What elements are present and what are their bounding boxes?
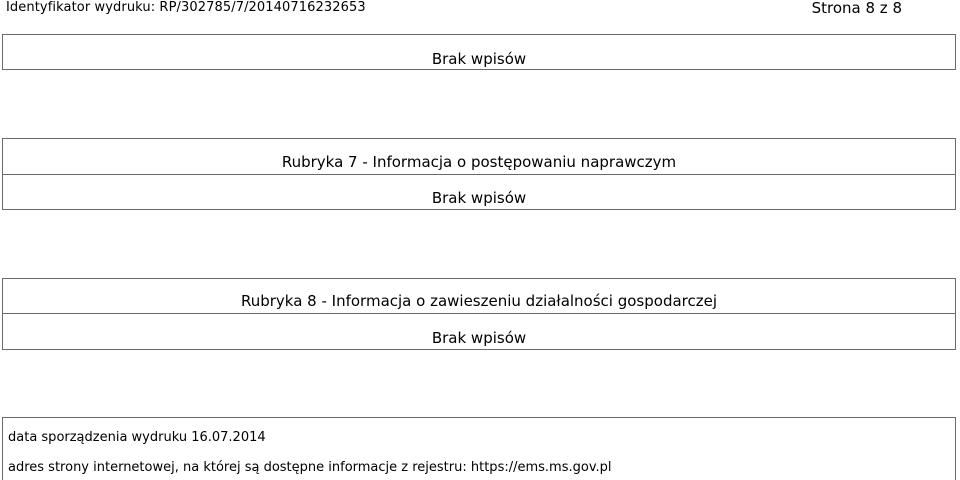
section-divider [3, 313, 955, 314]
no-entries-text: Brak wpisów [431, 50, 527, 68]
print-date: data sporządzenia wydruku 16.07.2014 [8, 430, 266, 445]
section-box-rubryka-8 [2, 278, 956, 350]
print-identifier: Identyfikator wydruku: RP/302785/7/20140716232653 [6, 0, 366, 15]
section-title-rubryka-8: Rubryka 8 - Informacja o zawieszeniu działalności gospodarczej [240, 292, 718, 310]
section-title-rubryka-7: Rubryka 7 - Informacja o postępowaniu naprawczym [281, 153, 677, 171]
section-box-continuation [2, 34, 956, 70]
page-number: Strona 8 z 8 [811, 0, 902, 17]
no-entries-text: Brak wpisów [431, 329, 527, 347]
footer-box [2, 417, 956, 480]
registry-address: adres strony internetowej, na której są dostępne informacje z rejestru: https://ems.ms.gov.pl [8, 460, 612, 475]
section-divider [3, 174, 955, 175]
no-entries-text: Brak wpisów [431, 189, 527, 207]
section-box-rubryka-7 [2, 138, 956, 210]
